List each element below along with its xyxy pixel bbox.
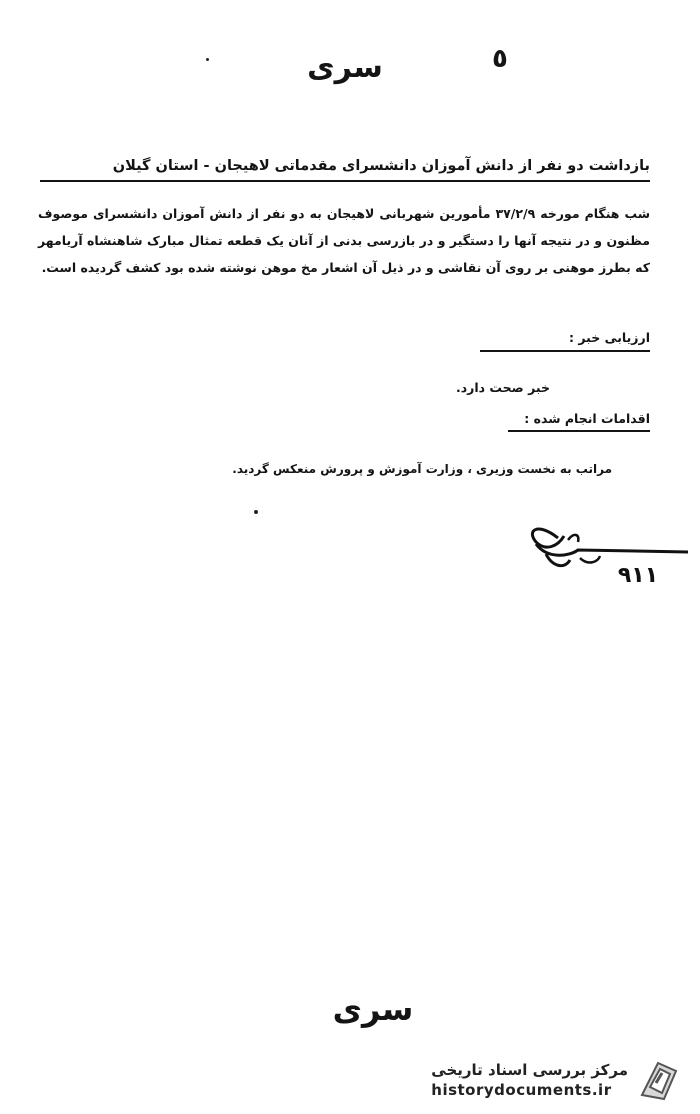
classification-bottom: سری: [332, 990, 414, 1028]
archive-logo-icon: [636, 1057, 682, 1103]
distribution-note: مراتب به نخست وزیری ، وزارت آموزش و پرورش منعکس گردید.: [232, 462, 612, 476]
classification-top: سری: [307, 50, 383, 85]
evaluation-field: ارزیابی خبر :: [568, 330, 650, 345]
signature-stroke: [580, 556, 600, 562]
signature-mark: [518, 510, 698, 590]
page-number: ٥: [492, 44, 508, 74]
ink-speck: [254, 510, 258, 514]
report-body: شب هنگام مورخه ۳۷/۲/۹ مأمورین شهربانی لاهیجان به دو نفر از دانش آموزان دانشسرای موصوف مظنون و در نتیجه آنها را دستگیر و در بازرسی بدنی از آنان یک قطعه تمثال مبارک شاهنشاه آریامهر که بطرز موهنی بر روی آن نقاشی و در ذیل آن اشعار مخ موهن نوشته شده بود کشف گردیده است.: [38, 206, 650, 275]
ink-speck: [206, 58, 209, 61]
actions-field: اقدامات انجام شده :: [524, 411, 650, 426]
title-underline: [40, 180, 650, 182]
actions-underline: [508, 430, 650, 432]
signature-stroke: [536, 544, 688, 555]
signature-stroke: [568, 535, 578, 542]
actions-label: اقدامات انجام شده: [533, 411, 650, 426]
evaluation-label: ارزیابی خبر: [578, 330, 650, 345]
document-title: بازداشت دو نفر از دانش آموزان دانشسرای مقدماتی لاهیجان - استان گیلان: [112, 158, 650, 174]
archive-footer: [431, 1053, 682, 1107]
evaluation-underline: [480, 350, 650, 352]
evaluation-result: خبر صحت دارد.: [456, 380, 550, 395]
archive-url[interactable]: historydocuments.ir: [431, 1081, 612, 1099]
signature-number: ٩١١: [617, 563, 659, 588]
footer-text: [431, 1060, 628, 1100]
archive-name: مرکز بررسی اسناد تاریخی: [431, 1061, 628, 1079]
